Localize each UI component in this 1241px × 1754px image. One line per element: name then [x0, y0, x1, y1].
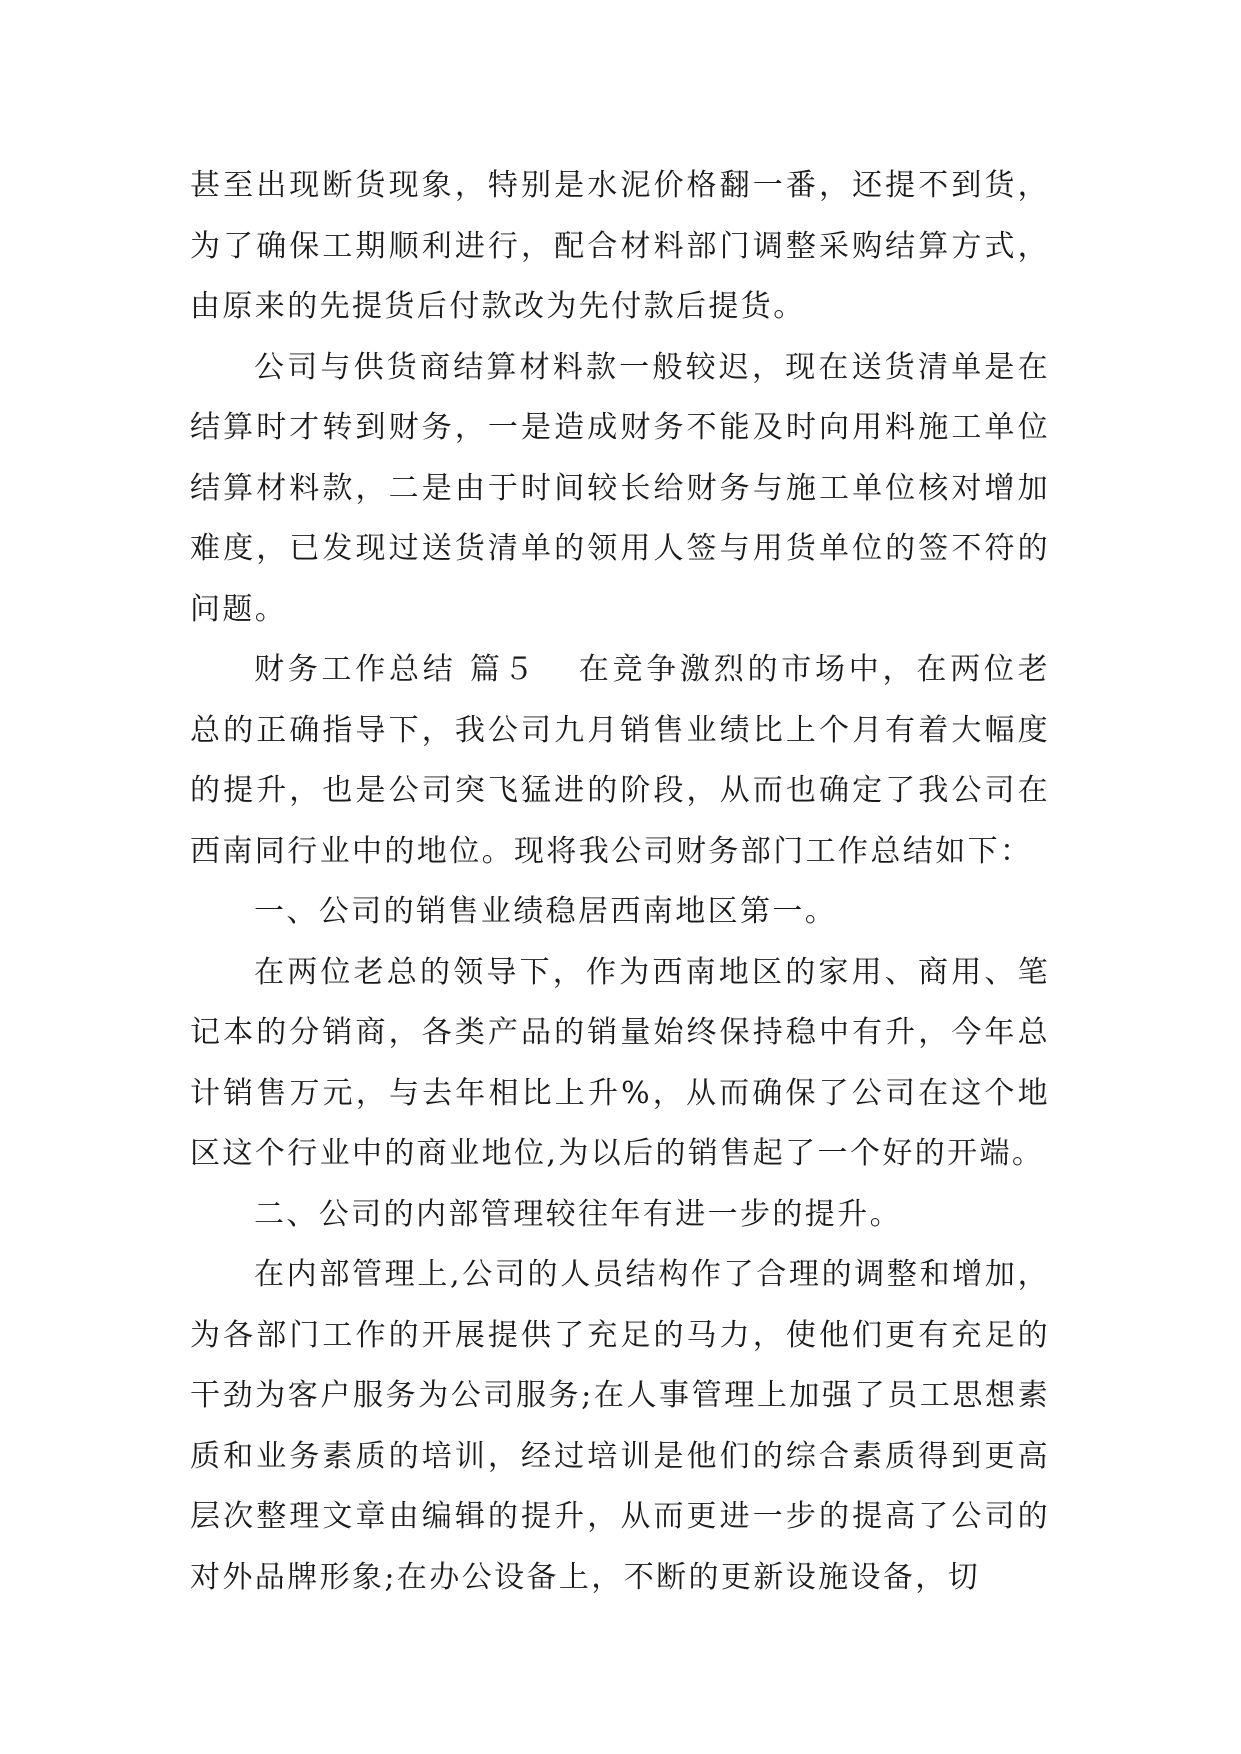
- paragraph-material-supply: 甚至出现断货现象，特别是水泥价格翻一番，还提不到货，为了确保工期顺利进行，配合材料部门调整采购结算方式，由原来的先提货后付款改为先付款后提货。: [190, 168, 1050, 324]
- section-heading: 财务工作总结 篇５: [254, 652, 538, 687]
- paragraph-settlement: 公司与供货商结算材料款一般较迟，现在送货清单是在结算时才转到财务，一是造成财务不能及时向用料施工单位结算材料款，二是由于时间较长给财务与施工单位核对增加难度，已发现过送货清单的领用人签与用货单位的签不符的问题。: [190, 349, 1050, 627]
- paragraph-sales: 在两位老总的领导下，作为西南地区的家用、商用、笔记本的分销商，各类产品的销量始终保持稳中有升，今年总计销售万元，与去年相比上升%，从而确保了公司在这个地区这个行业中的商业地位,为以后的销售起了一个好的开端。: [190, 954, 1050, 1171]
- summary-intro-text: 在竞争激烈的市场中，在两位老总的正确指导下，我公司九月销售业绩比上个月有着大幅度的提升，也是公司突飞猛进的阶段，从而也确定了我公司在西南同行业中的地位。现将我公司财务部门工作总结如下：: [190, 652, 1050, 869]
- point-one-heading: 一、公司的销售业绩稳居西南地区第一。: [254, 894, 838, 929]
- point-two-heading: 二、公司的内部管理较往年有进一步的提升。: [254, 1196, 902, 1232]
- document-body: [190, 156, 1050, 1608]
- paragraph-summary-intro: [190, 640, 1050, 882]
- paragraph-internal-management: 在内部管理上,公司的人员结构作了合理的调整和增加，为各部门工作的开展提供了充足的马力，使他们更有充足的干劲为客户服务为公司服务;在人事管理上加强了员工思想素质和业务素质的培训，经过培训是他们的综合素质得到更高层次整理文章由编辑的提升，从而更进一步的提高了公司的对外品牌形象;在办公设备上，不断的更新设施设备，切: [190, 1257, 1050, 1595]
